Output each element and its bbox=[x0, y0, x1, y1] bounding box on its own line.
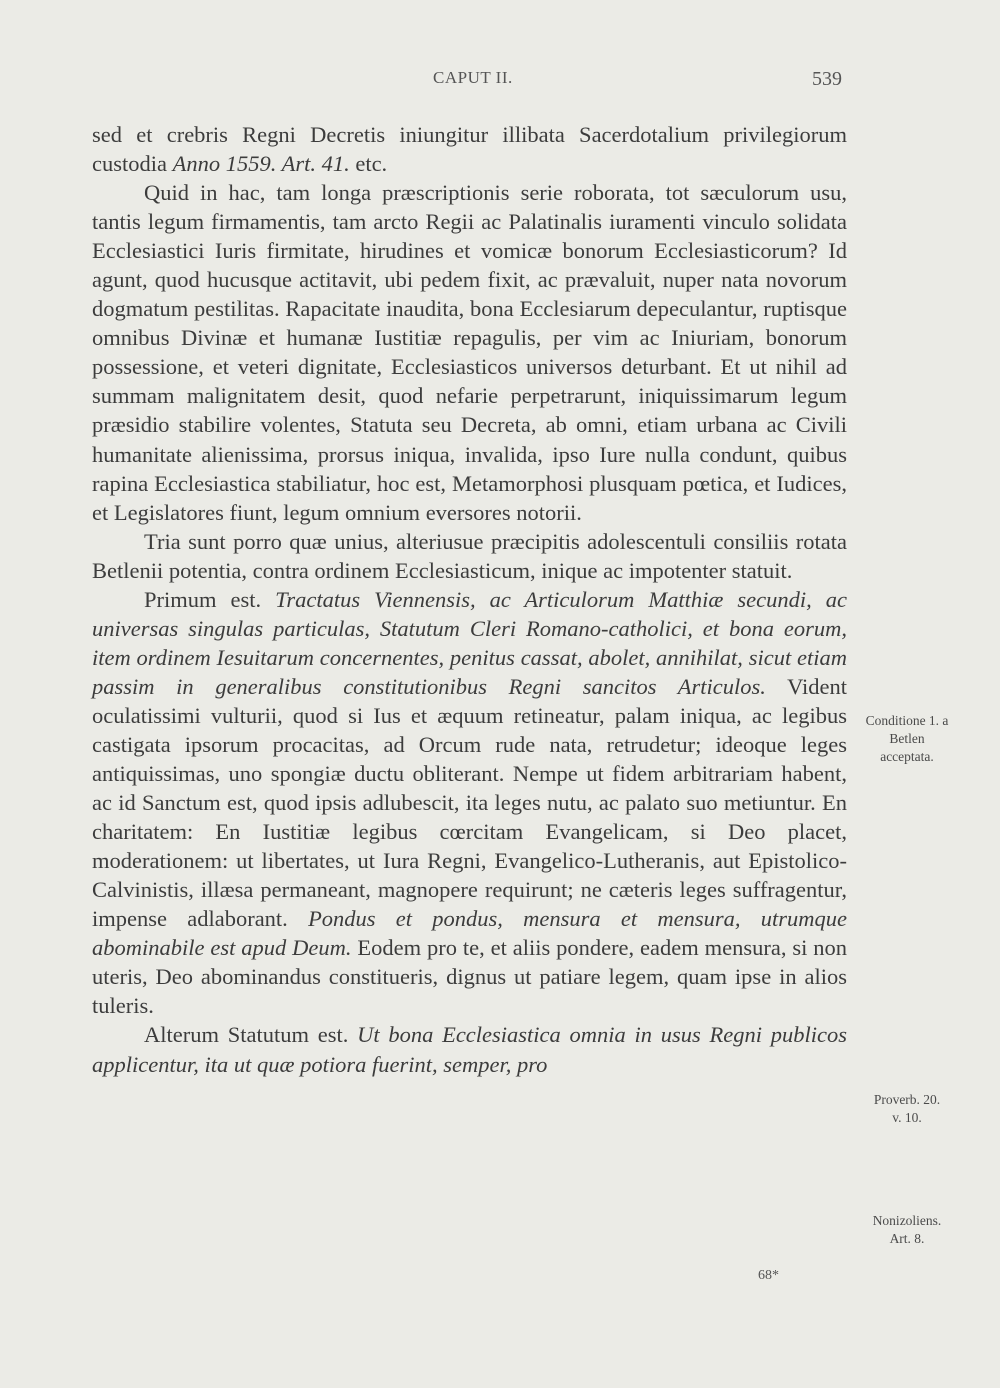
chapter-title: CAPUT II. bbox=[433, 68, 513, 87]
margin-note-line: Betlen bbox=[889, 731, 925, 746]
margin-note-line: Proverb. 20. bbox=[873, 1092, 941, 1107]
paragraph: sed et crebris Regni Decretis iniungitur illibata Sacerdotalium privilegiorum custodia Anno 1559. Art. 41. etc. bbox=[92, 122, 847, 177]
margin-note-line: Nonizoliens. bbox=[872, 1213, 942, 1228]
margin-note-line: v. 10. bbox=[892, 1110, 922, 1125]
margin-note-condition bbox=[852, 712, 962, 766]
paragraph: Tria sunt porro quæ unius, alteriusue præcipitis adolescentuli consiliis rotata Betlenii potentia, contra ordinem Ecclesiasticum, inique ac impotenter statuit. bbox=[92, 528, 847, 583]
margin-note-line: Art. 8. bbox=[889, 1231, 925, 1246]
signature-mark: 68* bbox=[758, 1268, 779, 1283]
margin-note-proverbs bbox=[852, 1091, 962, 1127]
margin-note-nonizoliens bbox=[852, 1212, 962, 1248]
margin-note-line: acceptata. bbox=[880, 749, 934, 764]
paragraph: Quid in hac, tam longa præscriptionis serie roborata, tot sæculorum usu, tantis legum firmamentis, tam arcto Regii ac Palatinalis iuramenti vinculo solidata Ecclesiastici Iuris firmitate, hirudines et vomicæ bonorum Ecclesiasticorum? Id agunt, quod hucusque actitavit, ubi pedem fixit, ac prævaluit, nuper nata novorum dogmatum pestilitas. Rapacitate inaudita, bona Ecclesiarum depeculantur, ruptisque omnibus Divinæ et humanæ Iustitiæ repagulis, per vim ac Iniuriam, bonorum possessione, et veteri dignitate, Ecclesiasticos universos deturbant. Et ut nihil ad summam malignitatem desit, quod nefarie perpetrarunt, iniquissimarum legum præsidio stabilire volentes, Statuta seu Decreta, ab omni, etiam urbana ac Civili humanitate alienissima, prorsus iniqua, invalida, ipso Iure nulla condunt, quibus rapina Ecclesiastica stabiliatur, hoc est, Metamorphosi plusquam pœtica, et Iudices, et Legislatores fiunt, legum omnium eversores notorii. bbox=[92, 180, 847, 525]
paragraph: Primum est. Tractatus Viennensis, ac Articulorum Matthiæ secundi, ac universas singulas particulas, Statutum Cleri Romano-catholici, et bona eorum, item ordinem Iesuitarum concernentes, penitus cassat, abolet, annihilat, sicut etiam passim in generalibus constitutionibus Regni sancitos Articulos. Vident oculatissimi vulturii, quod si Ius et æquum retineatur, palam iniqua, ac legibus castigata ipsorum procacitas, ad Orcum rude nata, retrudetur; ideoque leges antiquissimas, uno spongiæ ductu obliterant. Nempe ut fidem arbitrariam habent, ac id Sanctum est, quod ipsis adlubescit, ita leges nutu, ac palato suo metiuntur. En charitatem: En Iustitiæ legibus cœrcitam Evangelicam, si Deo placet, moderationem: ut libertates, ut Iura Regni, Evangelico-Lutheranis, aut Epistolico-Calvinistis, illæsa permaneant, magnopere requirunt; ne cæteris leges suffragentur, impense adlaborant. Pondus et pondus, mensura et mensura, utrumque abominabile est apud Deum. Eodem pro te, et aliis pondere, eadem mensura, si non uteris, Deo abominandus constitueris, dignus ut patiare legem, quam ipse in alios tuleris. bbox=[92, 586, 847, 1019]
page-number: 539 bbox=[812, 68, 842, 90]
running-head bbox=[0, 68, 1000, 98]
margin-note-line: Conditione 1. a bbox=[865, 713, 949, 728]
paragraph: Alterum Statutum est. Ut bona Ecclesiastica omnia in usus Regni publicos applicentur, ita ut quæ potiora fuerint, semper, pro bbox=[92, 1022, 847, 1077]
body-text bbox=[92, 120, 847, 1079]
